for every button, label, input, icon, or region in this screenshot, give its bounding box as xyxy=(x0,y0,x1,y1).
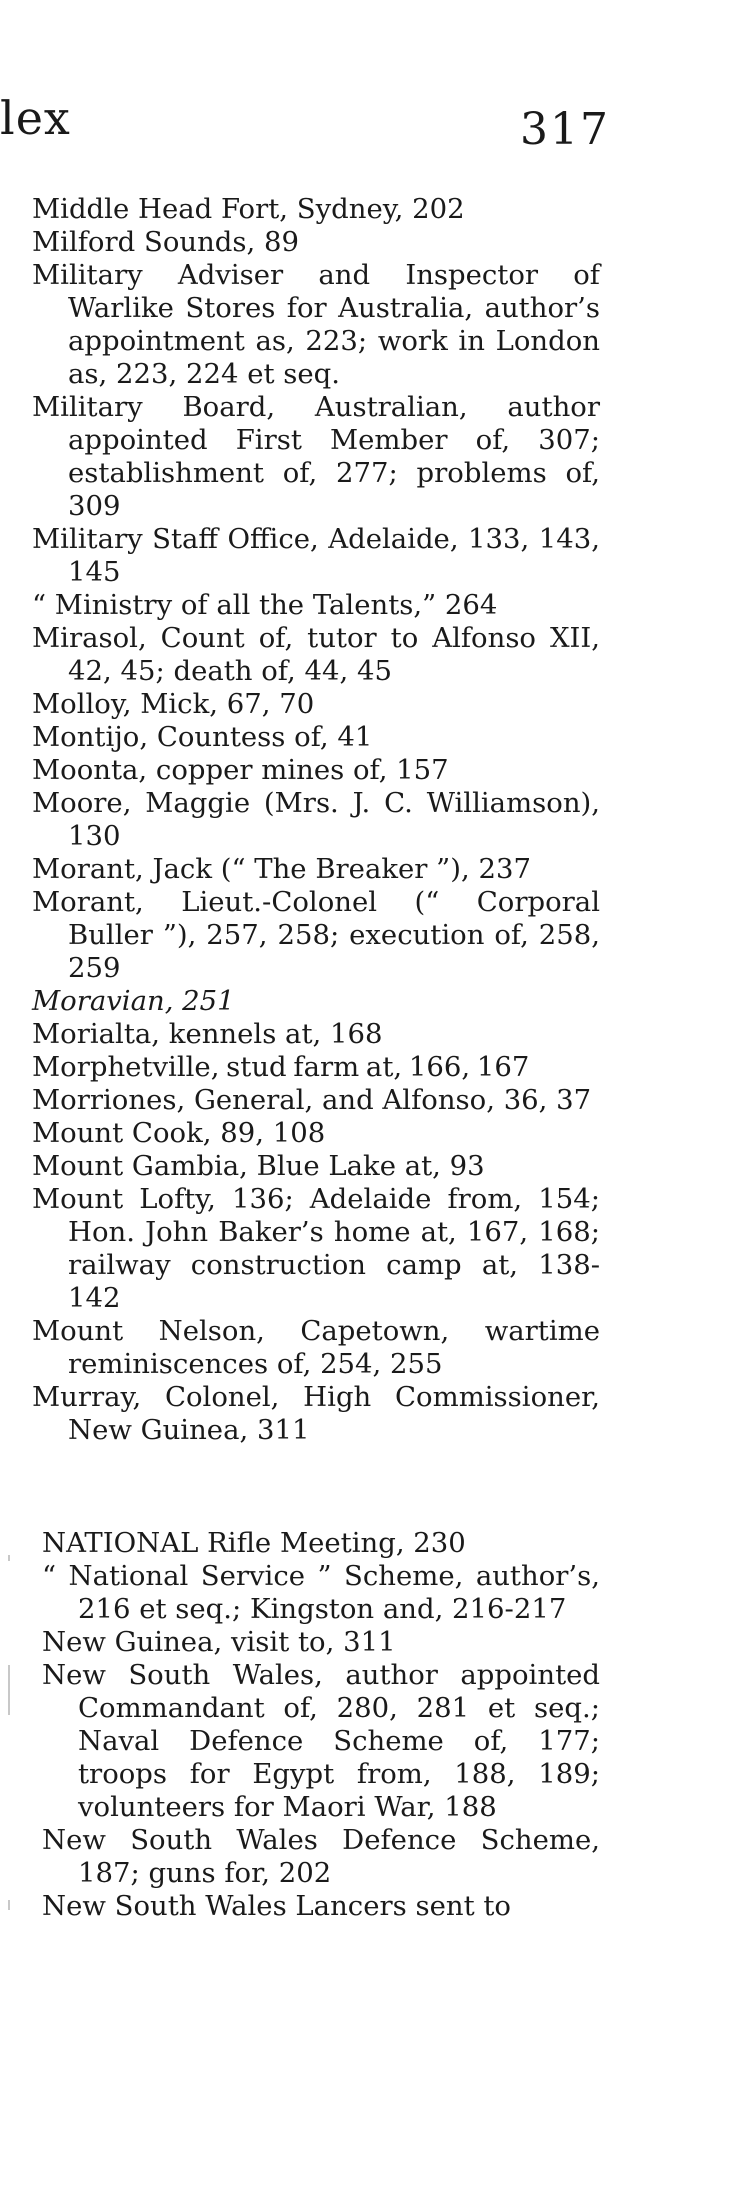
index-entry: Morant, Jack (“ The Breaker ”), 237 xyxy=(32,853,531,885)
index-entry: “ Ministry of all the Talents,” 264 xyxy=(32,589,498,621)
index-entry-ship-name: Moravian, 251 xyxy=(32,985,235,1017)
index-entry: Mount Nelson, Capetown, wartime reminiscences of, 254, 255 xyxy=(32,1315,600,1380)
running-head-word: lex xyxy=(0,91,71,145)
index-entry: Mount Lofty, 136; Adelaide from, 154; Hon. John Baker’s home at, 167, 168; railway construction camp at, 138-142 xyxy=(32,1183,600,1314)
index-section-n xyxy=(0,1527,600,1923)
index-entry: Military Board, Australian, author appointed First Member of, 307; establishment of, 277; problems of, 309 xyxy=(32,391,600,522)
index-entry: Mirasol, Count of, tutor to Alfonso XII, 42, 45; death of, 44, 45 xyxy=(32,622,600,687)
page-number: 317 xyxy=(520,104,610,155)
index-entry: Morriones, General, and Alfonso, 36, 37 xyxy=(32,1084,592,1116)
index-entry: Moore, Maggie (Mrs. J. C. Williamson), 130 xyxy=(32,787,600,852)
index-entry: New Guinea, visit to, 311 xyxy=(42,1626,396,1658)
scan-edge-mark xyxy=(8,1665,10,1715)
index-entry: Morant, Lieut.-Colonel (“ Corporal Buller ”), 257, 258; execution of, 258, 259 xyxy=(32,886,600,984)
index-entry: New South Wales Defence Scheme, 187; guns for, 202 xyxy=(42,1824,600,1889)
index-entry: Mount Gambia, Blue Lake at, 93 xyxy=(32,1150,485,1182)
index-entry: Military Adviser and Inspector of Warlike Stores for Australia, author’s appointment as, 223; work in London as, 223, 224 et seq. xyxy=(32,259,600,390)
index-entries xyxy=(0,193,600,1923)
scan-edge-mark xyxy=(8,1900,10,1910)
index-entry: Murray, Colonel, High Commissioner, New Guinea, 311 xyxy=(32,1381,600,1446)
index-entry: Montijo, Countess of, 41 xyxy=(32,721,373,753)
index-entry: New South Wales Lancers sent to xyxy=(42,1890,511,1922)
index-entry: NATIONAL Rifle Meeting, 230 xyxy=(42,1527,466,1559)
index-entry: Milford Sounds, 89 xyxy=(32,226,299,258)
index-entry: Molloy, Mick, 67, 70 xyxy=(32,688,315,720)
index-entry: “ National Service ” Scheme, author’s, 216 et seq.; Kingston and, 216-217 xyxy=(42,1560,600,1625)
index-entry: New South Wales, author appointed Commandant of, 280, 281 et seq.; Naval Defence Scheme of, 177; troops for Egypt from, 188, 189; volunteers for Maori War, 188 xyxy=(42,1659,600,1823)
index-entry: Morialta, kennels at, 168 xyxy=(32,1018,383,1050)
scan-edge-mark xyxy=(8,1555,10,1561)
index-entry: Military Staff Office, Adelaide, 133, 143, 145 xyxy=(32,523,600,588)
index-entry: Mount Cook, 89, 108 xyxy=(32,1117,326,1149)
index-entry: Middle Head Fort, Sydney, 202 xyxy=(32,193,465,225)
index-section-m xyxy=(0,193,600,1447)
index-entry: Morphetville, stud farm at, 166, 167 xyxy=(32,1051,530,1083)
index-entry: Moonta, copper mines of, 157 xyxy=(32,754,449,786)
